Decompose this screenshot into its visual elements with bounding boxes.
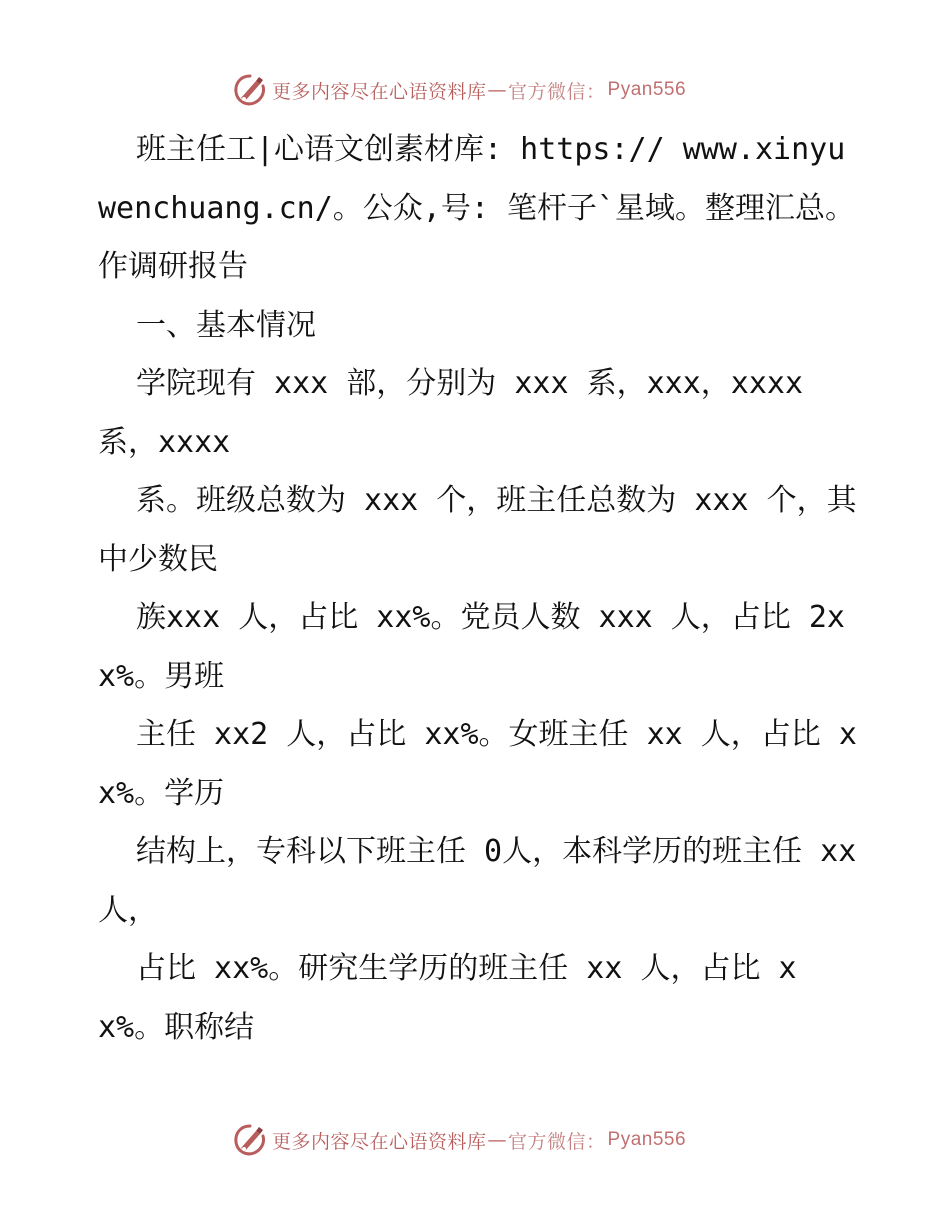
footer-banner <box>232 1120 752 1160</box>
banner-wechat-id: Pyan556 <box>607 1129 687 1150</box>
paragraph-title: 班主任工|心语文创素材库: https:// www.xinyuwenchuang.cn/。公众,号: 笔杆子`星域。整理汇总。作调研报告 <box>98 132 856 284</box>
banner-dash: — <box>487 79 508 101</box>
banner-official-label: 官方微信： <box>508 1130 606 1153</box>
banner-brand-text: 更多内容尽在心语资料库 <box>272 1130 487 1153</box>
paragraph-education: 结构上，专科以下班主任 0人，本科学历的班主任 xx 人， <box>98 834 875 928</box>
paragraph-class-count: 系。班级总数为 xxx 个，班主任总数为 xxx 个，其中少数民 <box>98 483 857 577</box>
pen-swirl-logo-icon <box>232 1122 268 1158</box>
pen-swirl-logo-icon <box>232 72 268 108</box>
banner-dash: — <box>487 1129 508 1151</box>
banner-brand-text: 更多内容尽在心语资料库 <box>272 80 487 103</box>
document-body <box>98 121 875 1057</box>
paragraph-departments: 学院现有 xxx 部，分别为 xxx 系，xxx，xxxx 系，xxxx <box>98 366 822 460</box>
paragraph-gender: 主任 xx2 人，占比 xx%。女班主任 xx 人，占比 xx%。学历 <box>98 717 857 811</box>
paragraph-section-heading: 一、基本情况 <box>136 307 316 343</box>
paragraph-ethnic-party: 族xxx 人，占比 xx%。党员人数 xxx 人，占比 2xx%。男班 <box>98 600 845 694</box>
paragraph-graduate: 占比 xx%。研究生学历的班主任 xx 人，占比 xx%。职称结 <box>98 951 797 1045</box>
banner-wechat-id: Pyan556 <box>607 79 687 100</box>
banner-official-label: 官方微信： <box>508 80 606 103</box>
header-banner <box>232 70 752 110</box>
